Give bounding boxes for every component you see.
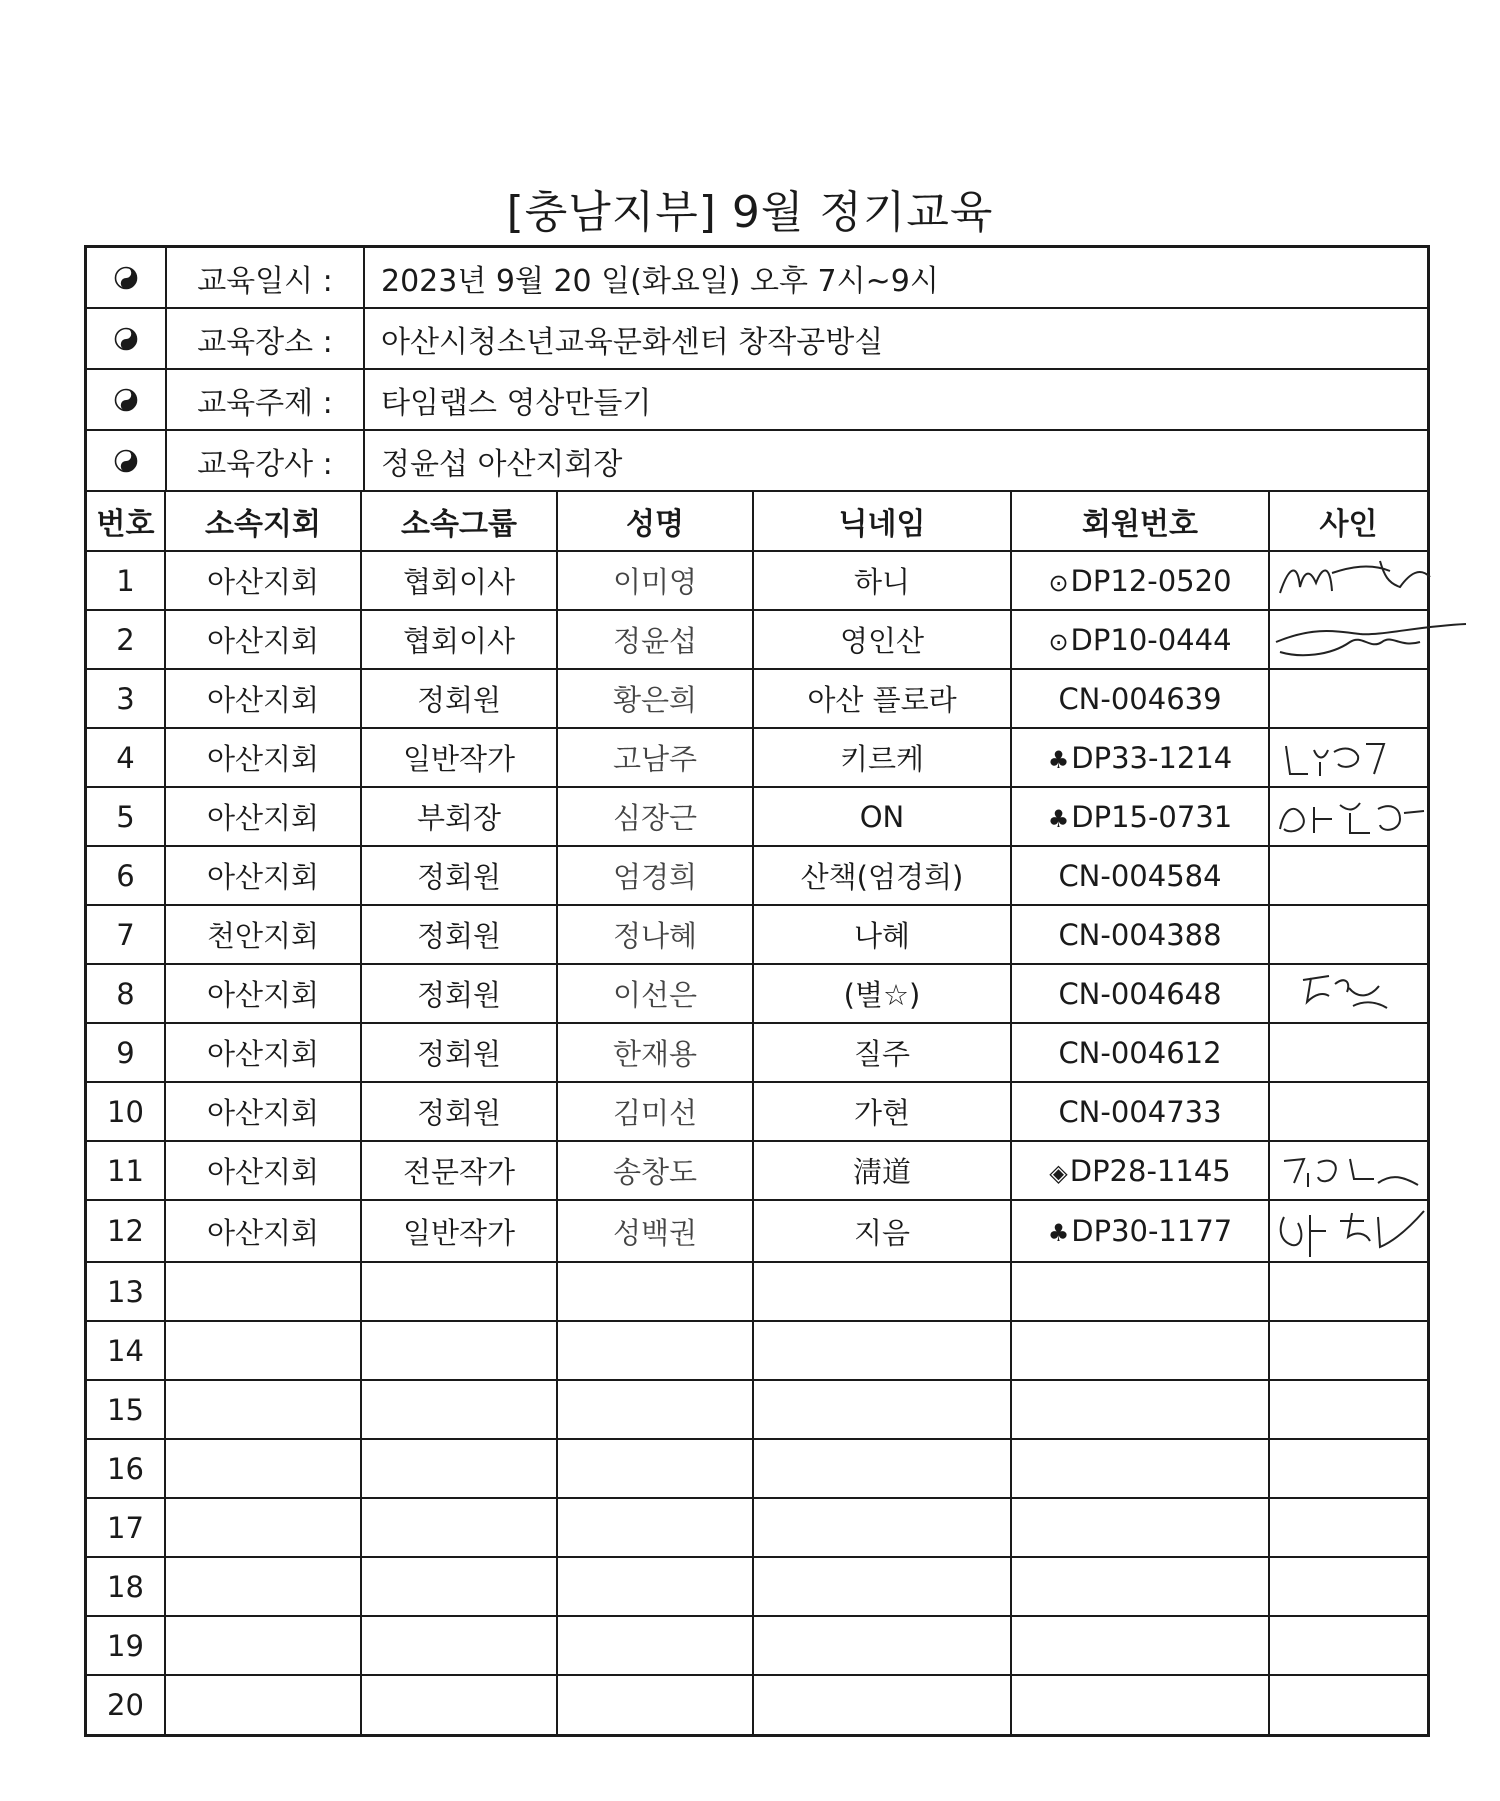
cell-member-no-text: CN-004388 bbox=[1058, 917, 1222, 952]
cell-nickname-text: ON bbox=[859, 799, 905, 834]
cell-name bbox=[557, 1141, 753, 1200]
cell-name bbox=[557, 610, 753, 669]
cell-name-text: 고남주 bbox=[612, 742, 698, 776]
yin-yang-icon bbox=[87, 309, 167, 368]
cell-branch-text: 아산지회 bbox=[206, 683, 320, 717]
cell-nickname bbox=[753, 1200, 1011, 1262]
cell-no-text: 17 bbox=[107, 1510, 144, 1545]
cell-member-no-text: DP28-1145 bbox=[1069, 1153, 1231, 1188]
cell-member-no bbox=[1011, 1380, 1269, 1439]
table-row bbox=[87, 905, 1427, 964]
info-value: 정윤섭 아산지회장 bbox=[381, 446, 623, 482]
cell-name bbox=[557, 964, 753, 1023]
cell-name bbox=[557, 1616, 753, 1675]
cell-nickname bbox=[753, 1380, 1011, 1439]
cell-member-no bbox=[1011, 905, 1269, 964]
cell-name bbox=[557, 1023, 753, 1082]
cell-name bbox=[557, 669, 753, 728]
cell-no-text: 13 bbox=[107, 1274, 144, 1309]
cell-member-no bbox=[1011, 1262, 1269, 1321]
header-nickname: 닉네임 bbox=[753, 492, 1011, 551]
cell-branch bbox=[165, 787, 361, 846]
signature bbox=[1270, 966, 1427, 1022]
cell-name bbox=[557, 905, 753, 964]
cell-group bbox=[361, 1023, 557, 1082]
cell-member-no bbox=[1011, 669, 1269, 728]
cell-sign bbox=[1269, 1262, 1427, 1321]
cell-nickname bbox=[753, 846, 1011, 905]
cell-group bbox=[361, 1082, 557, 1141]
cell-no-text: 7 bbox=[116, 917, 135, 952]
cell-group-text: 일반작가 bbox=[402, 742, 516, 776]
cell-nickname bbox=[753, 905, 1011, 964]
table-header-row bbox=[87, 492, 1427, 551]
cell-name-text: 성백권 bbox=[612, 1215, 698, 1250]
cell-sign bbox=[1269, 846, 1427, 905]
header-member-no: 회원번호 bbox=[1011, 492, 1269, 551]
cell-no bbox=[87, 1675, 165, 1734]
info-label: 교육주제 : bbox=[167, 370, 365, 429]
cell-no bbox=[87, 1380, 165, 1439]
cell-no bbox=[87, 1141, 165, 1200]
table-row bbox=[87, 1616, 1427, 1675]
cell-no bbox=[87, 1023, 165, 1082]
cell-member-no bbox=[1011, 1439, 1269, 1498]
signature bbox=[1270, 1143, 1427, 1199]
table-row bbox=[87, 1498, 1427, 1557]
table-row bbox=[87, 1675, 1427, 1734]
cell-group-text: 정회원 bbox=[416, 978, 502, 1012]
cell-branch bbox=[165, 1141, 361, 1200]
cell-sign bbox=[1269, 787, 1427, 846]
cell-no-text: 8 bbox=[116, 976, 135, 1011]
cell-no bbox=[87, 1439, 165, 1498]
cell-name bbox=[557, 1380, 753, 1439]
table-row bbox=[87, 1380, 1427, 1439]
cell-name bbox=[557, 1262, 753, 1321]
cell-nickname-text: 지음 bbox=[853, 1215, 911, 1250]
cell-no bbox=[87, 669, 165, 728]
cell-name bbox=[557, 728, 753, 787]
table-row bbox=[87, 1262, 1427, 1321]
cell-group bbox=[361, 1616, 557, 1675]
cell-group-text: 일반작가 bbox=[402, 1215, 516, 1250]
cell-group bbox=[361, 1498, 557, 1557]
cell-branch-text: 천안지회 bbox=[206, 919, 320, 953]
info-label: 교육일시 : bbox=[167, 248, 365, 307]
member-mark: ◈ bbox=[1049, 1158, 1068, 1187]
cell-member-no bbox=[1011, 1557, 1269, 1616]
cell-sign bbox=[1269, 1321, 1427, 1380]
cell-group bbox=[361, 846, 557, 905]
cell-branch-text: 아산지회 bbox=[206, 1037, 320, 1071]
table-row bbox=[87, 1439, 1427, 1498]
table-row bbox=[87, 1141, 1427, 1200]
cell-no-text: 4 bbox=[116, 740, 135, 775]
cell-nickname bbox=[753, 1675, 1011, 1734]
cell-name bbox=[557, 846, 753, 905]
cell-no-text: 16 bbox=[107, 1451, 144, 1486]
cell-member-no-text: CN-004648 bbox=[1058, 976, 1222, 1011]
cell-nickname-text: (별☆) bbox=[843, 978, 921, 1012]
cell-sign bbox=[1269, 1439, 1427, 1498]
table-row bbox=[87, 1557, 1427, 1616]
cell-member-no bbox=[1011, 964, 1269, 1023]
cell-no-text: 6 bbox=[116, 858, 135, 893]
cell-member-no-text: DP30-1177 bbox=[1071, 1214, 1233, 1248]
info-row bbox=[87, 431, 1427, 492]
cell-nickname bbox=[753, 728, 1011, 787]
table-row bbox=[87, 669, 1427, 728]
cell-branch bbox=[165, 1262, 361, 1321]
header-no: 번호 bbox=[87, 492, 165, 551]
cell-name-text: 정윤섭 bbox=[612, 624, 698, 658]
cell-sign bbox=[1269, 1616, 1427, 1675]
cell-no bbox=[87, 1616, 165, 1675]
cell-branch-text: 아산지회 bbox=[206, 1096, 320, 1130]
cell-group bbox=[361, 787, 557, 846]
cell-member-no-text: CN-004584 bbox=[1058, 858, 1222, 893]
cell-sign bbox=[1269, 1557, 1427, 1616]
yin-yang-icon bbox=[87, 370, 167, 429]
member-mark: ⊙ bbox=[1048, 627, 1069, 656]
cell-group bbox=[361, 1200, 557, 1262]
cell-group bbox=[361, 610, 557, 669]
yin-yang-icon bbox=[87, 431, 167, 490]
cell-no bbox=[87, 1262, 165, 1321]
table-row bbox=[87, 1082, 1427, 1141]
table-row bbox=[87, 846, 1427, 905]
cell-name bbox=[557, 551, 753, 610]
cell-member-no bbox=[1011, 1082, 1269, 1141]
signature bbox=[1270, 612, 1427, 668]
cell-no-text: 20 bbox=[107, 1688, 144, 1722]
table-row bbox=[87, 1321, 1427, 1380]
cell-branch bbox=[165, 669, 361, 728]
cell-nickname bbox=[753, 669, 1011, 728]
cell-nickname bbox=[753, 1321, 1011, 1380]
member-mark: ♣ bbox=[1047, 804, 1070, 833]
cell-branch bbox=[165, 1023, 361, 1082]
cell-branch bbox=[165, 1321, 361, 1380]
cell-branch-text: 아산지회 bbox=[206, 742, 320, 776]
signature bbox=[1270, 730, 1427, 786]
cell-nickname-text: 하니 bbox=[853, 565, 911, 599]
cell-no-text: 2 bbox=[116, 622, 135, 657]
cell-member-no bbox=[1011, 846, 1269, 905]
cell-name bbox=[557, 1082, 753, 1141]
yin-yang-icon bbox=[87, 248, 167, 307]
cell-sign bbox=[1269, 1498, 1427, 1557]
cell-nickname-text: 淸道 bbox=[852, 1155, 911, 1189]
member-mark: ♣ bbox=[1047, 1219, 1070, 1247]
cell-branch bbox=[165, 551, 361, 610]
cell-no-text: 12 bbox=[107, 1214, 144, 1248]
cell-member-no bbox=[1011, 1321, 1269, 1380]
cell-member-no-text: CN-004639 bbox=[1058, 681, 1222, 716]
attendance-table bbox=[87, 492, 1427, 1734]
signature bbox=[1270, 789, 1427, 845]
cell-branch-text: 아산지회 bbox=[206, 624, 320, 658]
cell-group bbox=[361, 551, 557, 610]
cell-branch bbox=[165, 728, 361, 787]
cell-branch-text: 아산지회 bbox=[206, 801, 320, 835]
cell-name-text: 심장근 bbox=[612, 801, 698, 835]
cell-nickname-text: 키르케 bbox=[839, 742, 925, 776]
cell-nickname-text: 영인산 bbox=[839, 624, 925, 658]
cell-member-no bbox=[1011, 610, 1269, 669]
cell-no bbox=[87, 846, 165, 905]
cell-no bbox=[87, 1200, 165, 1262]
cell-branch-text: 아산지회 bbox=[206, 860, 320, 894]
cell-name bbox=[557, 787, 753, 846]
cell-group bbox=[361, 1321, 557, 1380]
info-label: 교육장소 : bbox=[167, 309, 365, 368]
cell-name bbox=[557, 1557, 753, 1616]
cell-nickname bbox=[753, 551, 1011, 610]
cell-member-no-text: DP33-1214 bbox=[1071, 740, 1233, 775]
header-name: 성명 bbox=[557, 492, 753, 551]
cell-branch bbox=[165, 905, 361, 964]
cell-nickname bbox=[753, 1439, 1011, 1498]
cell-nickname-text: 산책(엄경희) bbox=[800, 860, 964, 894]
cell-no bbox=[87, 787, 165, 846]
cell-sign bbox=[1269, 669, 1427, 728]
cell-no-text: 15 bbox=[107, 1392, 144, 1427]
cell-member-no bbox=[1011, 1675, 1269, 1734]
cell-nickname-text: 나혜 bbox=[853, 919, 911, 953]
cell-no-text: 18 bbox=[107, 1569, 144, 1604]
cell-sign bbox=[1269, 1082, 1427, 1141]
info-value: 타임랩스 영상만들기 bbox=[381, 385, 652, 421]
cell-group bbox=[361, 728, 557, 787]
cell-nickname-text: 질주 bbox=[853, 1037, 911, 1071]
cell-member-no-text: CN-004612 bbox=[1058, 1035, 1222, 1070]
cell-nickname bbox=[753, 1082, 1011, 1141]
cell-no bbox=[87, 964, 165, 1023]
info-value: 2023년 9월 20 일(화요일) 오후 7시~9시 bbox=[381, 263, 939, 299]
cell-branch bbox=[165, 964, 361, 1023]
cell-name-text: 송창도 bbox=[612, 1155, 698, 1189]
cell-sign bbox=[1269, 1141, 1427, 1200]
cell-nickname-text: 아산 플로라 bbox=[807, 683, 957, 717]
cell-member-no bbox=[1011, 787, 1269, 846]
cell-member-no-text: DP15-0731 bbox=[1071, 799, 1233, 834]
cell-branch bbox=[165, 846, 361, 905]
cell-name-text: 정나혜 bbox=[612, 919, 698, 953]
cell-group-text: 협회이사 bbox=[402, 624, 516, 658]
header-branch: 소속지회 bbox=[165, 492, 361, 551]
cell-branch bbox=[165, 1498, 361, 1557]
cell-name-text: 엄경희 bbox=[612, 860, 698, 894]
cell-branch-text: 아산지회 bbox=[206, 1215, 320, 1250]
info-row bbox=[87, 248, 1427, 309]
cell-no-text: 9 bbox=[116, 1035, 135, 1070]
cell-group-text: 협회이사 bbox=[402, 565, 516, 599]
header-sign: 사인 bbox=[1269, 492, 1427, 551]
member-mark: ♣ bbox=[1047, 745, 1070, 774]
cell-branch bbox=[165, 1675, 361, 1734]
cell-no bbox=[87, 1557, 165, 1616]
attendance-sheet bbox=[84, 245, 1430, 1737]
info-label: 교육강사 : bbox=[167, 431, 365, 490]
cell-group-text: 부회장 bbox=[416, 801, 502, 835]
cell-name bbox=[557, 1675, 753, 1734]
cell-no-text: 19 bbox=[107, 1628, 144, 1663]
cell-member-no bbox=[1011, 728, 1269, 787]
cell-nickname-text: 가현 bbox=[853, 1096, 911, 1130]
info-block bbox=[87, 248, 1427, 492]
cell-name bbox=[557, 1498, 753, 1557]
cell-member-no bbox=[1011, 1200, 1269, 1262]
cell-member-no bbox=[1011, 1616, 1269, 1675]
cell-branch bbox=[165, 1082, 361, 1141]
table-row bbox=[87, 551, 1427, 610]
cell-nickname bbox=[753, 1023, 1011, 1082]
cell-name-text: 이선은 bbox=[612, 978, 698, 1012]
info-value: 아산시청소년교육문화센터 창작공방실 bbox=[381, 324, 884, 360]
cell-branch-text: 아산지회 bbox=[206, 978, 320, 1012]
cell-nickname bbox=[753, 1141, 1011, 1200]
cell-group-text: 전문작가 bbox=[402, 1155, 516, 1189]
cell-group bbox=[361, 1262, 557, 1321]
info-row bbox=[87, 309, 1427, 370]
cell-name-text: 황은희 bbox=[612, 683, 698, 717]
cell-nickname bbox=[753, 964, 1011, 1023]
cell-name bbox=[557, 1200, 753, 1262]
cell-sign bbox=[1269, 728, 1427, 787]
cell-branch-text: 아산지회 bbox=[206, 1155, 320, 1189]
table-row bbox=[87, 1023, 1427, 1082]
cell-sign bbox=[1269, 610, 1427, 669]
cell-group bbox=[361, 1675, 557, 1734]
cell-nickname bbox=[753, 1498, 1011, 1557]
signature bbox=[1270, 553, 1427, 609]
cell-no bbox=[87, 728, 165, 787]
cell-group-text: 정회원 bbox=[416, 860, 502, 894]
cell-group bbox=[361, 1557, 557, 1616]
cell-name-text: 김미선 bbox=[612, 1096, 698, 1130]
page-title: [충남지부] 9월 정기교육 bbox=[506, 187, 994, 238]
table-row bbox=[87, 964, 1427, 1023]
cell-group bbox=[361, 1141, 557, 1200]
cell-group bbox=[361, 1439, 557, 1498]
cell-branch bbox=[165, 1616, 361, 1675]
cell-branch bbox=[165, 1557, 361, 1616]
cell-member-no bbox=[1011, 1498, 1269, 1557]
cell-name bbox=[557, 1439, 753, 1498]
cell-no-text: 5 bbox=[116, 799, 135, 834]
cell-group-text: 정회원 bbox=[416, 683, 502, 717]
cell-sign bbox=[1269, 1023, 1427, 1082]
cell-nickname bbox=[753, 1616, 1011, 1675]
cell-branch-text: 아산지회 bbox=[206, 565, 320, 599]
cell-group bbox=[361, 669, 557, 728]
cell-group bbox=[361, 905, 557, 964]
cell-member-no-text: DP10-0444 bbox=[1070, 622, 1232, 657]
cell-name bbox=[557, 1321, 753, 1380]
cell-sign bbox=[1269, 1380, 1427, 1439]
cell-sign bbox=[1269, 551, 1427, 610]
table-row bbox=[87, 728, 1427, 787]
cell-branch bbox=[165, 1200, 361, 1262]
cell-group-text: 정회원 bbox=[416, 1037, 502, 1071]
cell-nickname bbox=[753, 1557, 1011, 1616]
cell-no bbox=[87, 1082, 165, 1141]
cell-no-text: 11 bbox=[107, 1153, 144, 1188]
cell-nickname bbox=[753, 787, 1011, 846]
cell-group-text: 정회원 bbox=[416, 1096, 502, 1130]
cell-sign bbox=[1269, 1200, 1427, 1262]
cell-branch bbox=[165, 1380, 361, 1439]
cell-member-no-text: CN-004733 bbox=[1058, 1094, 1222, 1129]
cell-no-text: 14 bbox=[107, 1333, 144, 1368]
cell-member-no bbox=[1011, 1023, 1269, 1082]
cell-branch bbox=[165, 1439, 361, 1498]
cell-branch bbox=[165, 610, 361, 669]
cell-member-no-text: DP12-0520 bbox=[1070, 563, 1232, 598]
signature bbox=[1270, 1201, 1427, 1261]
cell-name-text: 이미영 bbox=[612, 565, 698, 599]
cell-group-text: 정회원 bbox=[416, 919, 502, 953]
cell-no-text: 10 bbox=[107, 1094, 144, 1129]
table-row bbox=[87, 787, 1427, 846]
cell-no-text: 1 bbox=[116, 563, 135, 598]
cell-group bbox=[361, 1380, 557, 1439]
info-row bbox=[87, 370, 1427, 431]
table-row bbox=[87, 1200, 1427, 1262]
member-mark: ⊙ bbox=[1048, 568, 1069, 597]
cell-no-text: 3 bbox=[116, 681, 135, 716]
cell-group bbox=[361, 964, 557, 1023]
cell-nickname bbox=[753, 610, 1011, 669]
cell-sign bbox=[1269, 905, 1427, 964]
cell-no bbox=[87, 1321, 165, 1380]
cell-member-no bbox=[1011, 1141, 1269, 1200]
header-group: 소속그룹 bbox=[361, 492, 557, 551]
cell-name-text: 한재용 bbox=[612, 1037, 698, 1071]
cell-no bbox=[87, 1498, 165, 1557]
cell-sign bbox=[1269, 964, 1427, 1023]
table-row bbox=[87, 610, 1427, 669]
cell-sign bbox=[1269, 1675, 1427, 1734]
cell-nickname bbox=[753, 1262, 1011, 1321]
cell-no bbox=[87, 551, 165, 610]
cell-member-no bbox=[1011, 551, 1269, 610]
cell-no bbox=[87, 610, 165, 669]
cell-no bbox=[87, 905, 165, 964]
